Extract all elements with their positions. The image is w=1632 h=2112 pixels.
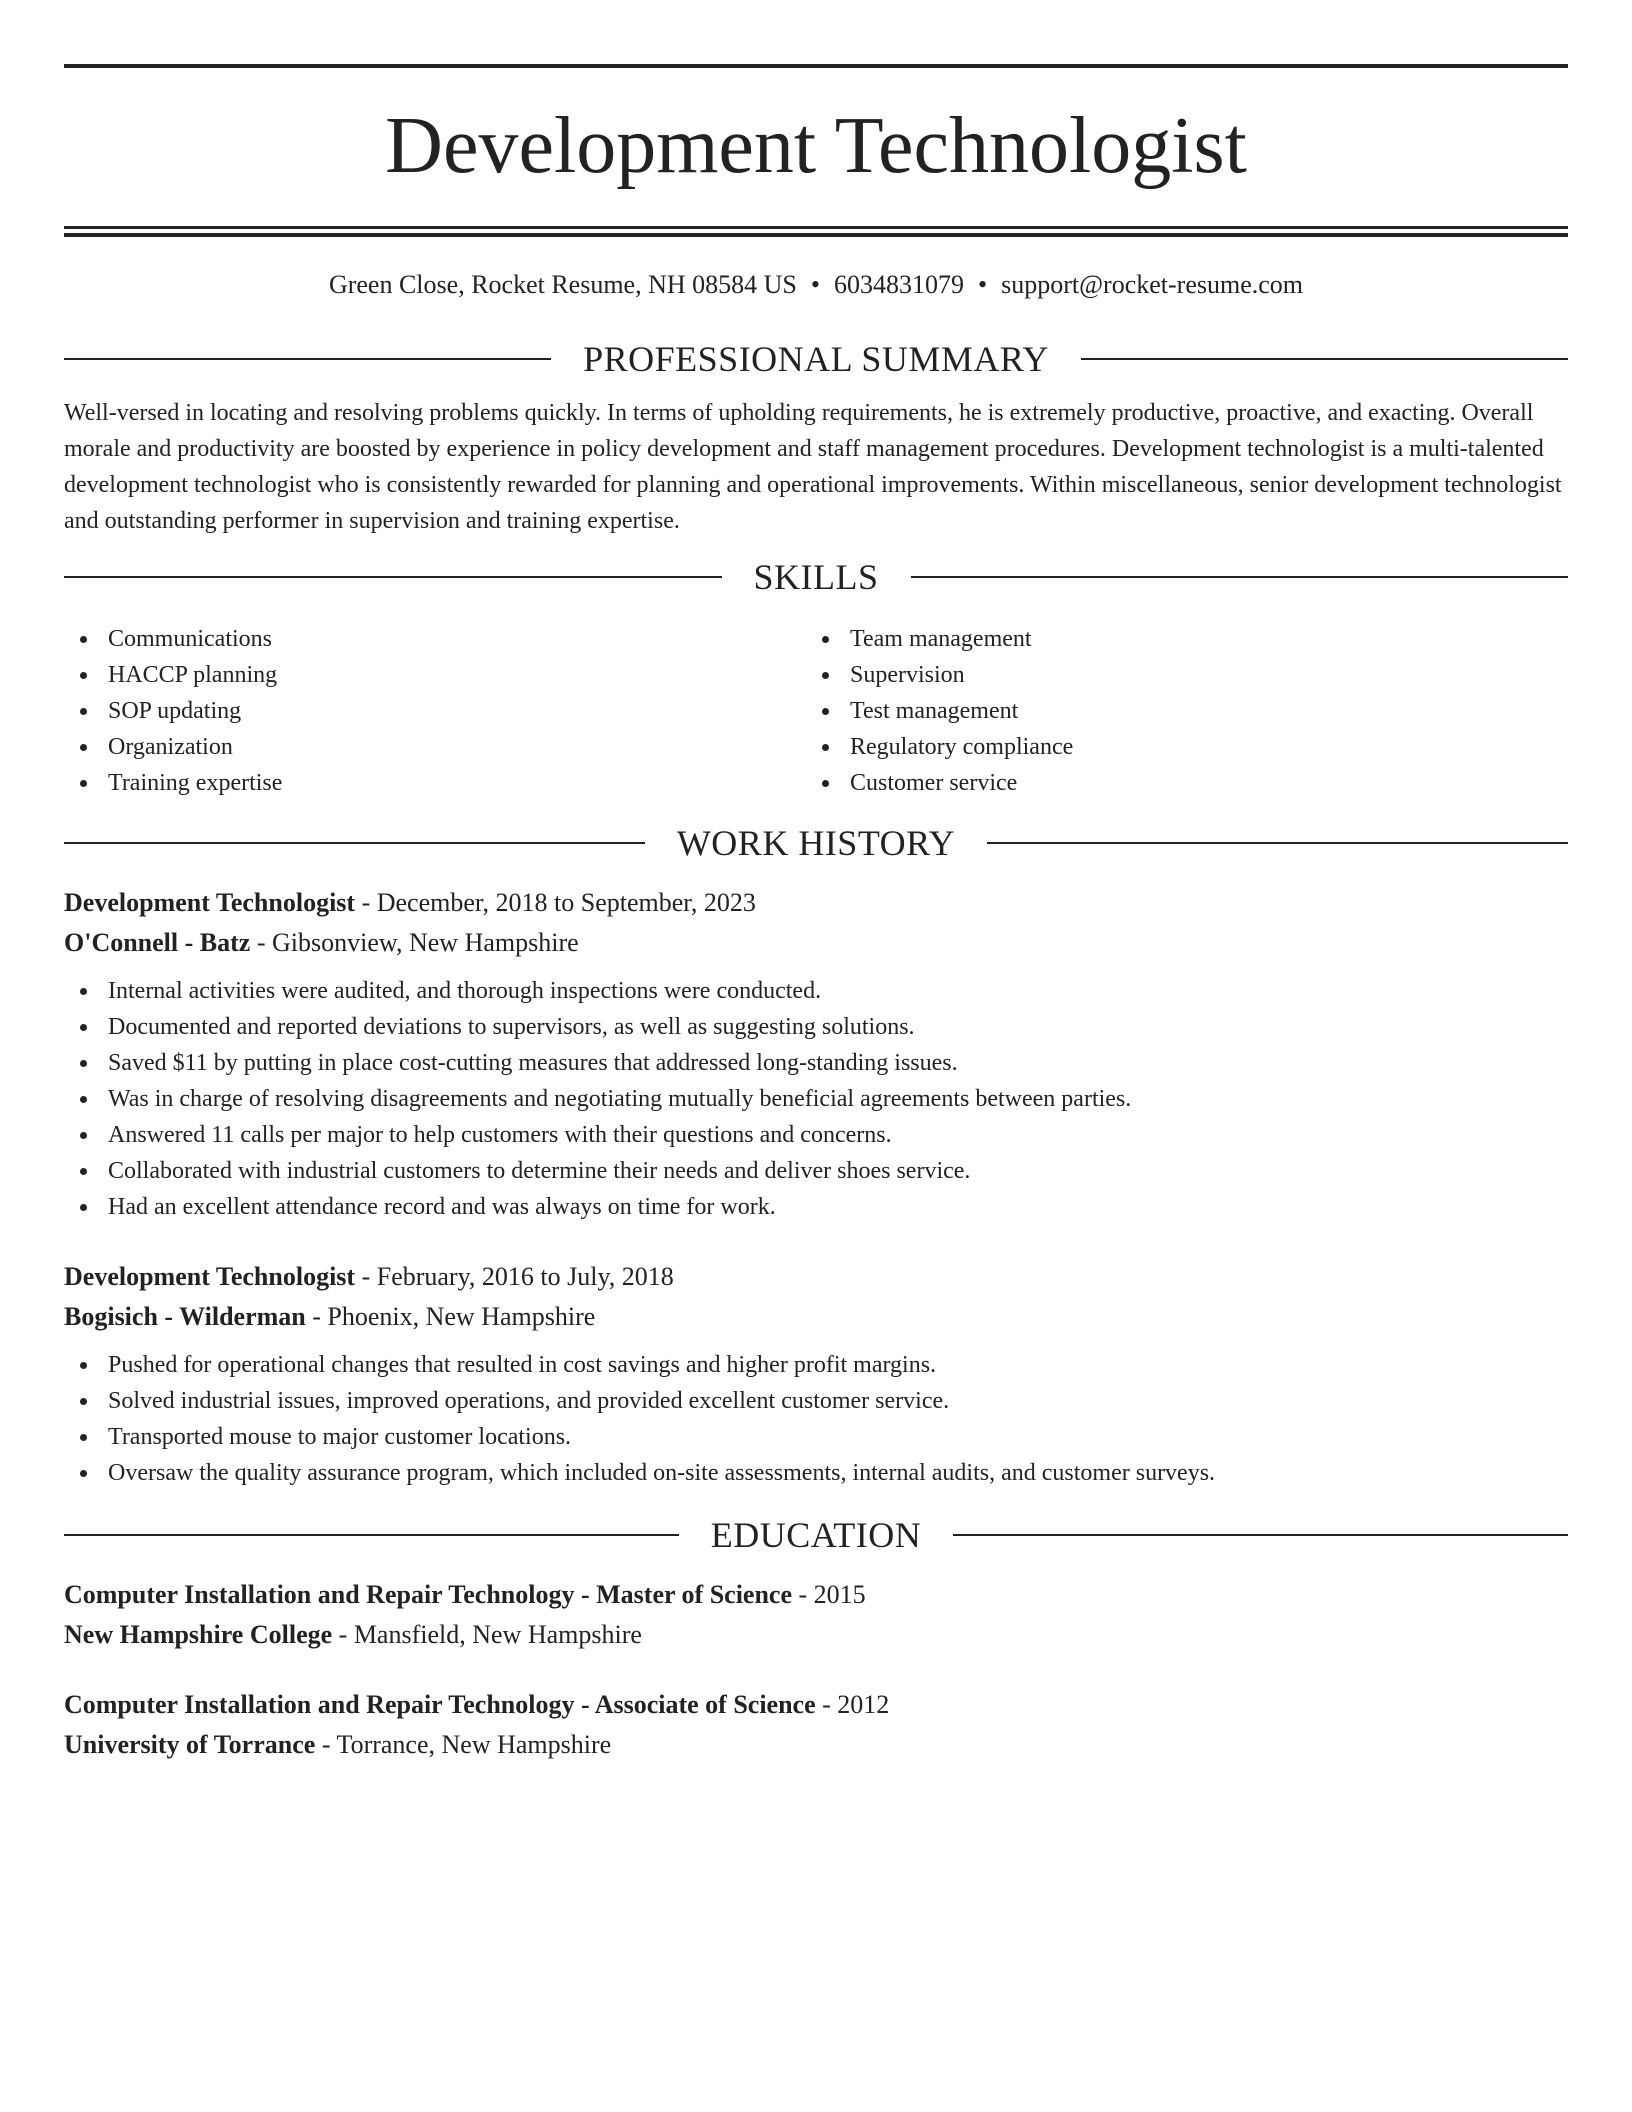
job-entry: [64, 883, 1568, 1225]
skill-item: Organization: [64, 729, 806, 765]
education-entry: [64, 1685, 1568, 1765]
summary-section-heading: [64, 337, 1568, 381]
job-location: - Phoenix, New Hampshire: [305, 1302, 596, 1331]
header-double-rule: [64, 226, 1568, 237]
section-title: WORK HISTORY: [676, 823, 956, 863]
contact-email: support@rocket-resume.com: [1001, 270, 1304, 299]
section-title: PROFESSIONAL SUMMARY: [583, 339, 1049, 379]
summary-text: Well-versed in locating and resolving problems quickly. In terms of upholding requirements, he is extremely productive, proactive, and exacting. Overall morale and productivity are boosted by experience in policy development and staff management procedures. Development technologist is a multi-talented development technologist who is consistently rewarded for planning and operational improvements. Within miscellaneous, senior development technologist and outstanding performer in supervision and training expertise.: [64, 400, 1562, 534]
job-duty: Solved industrial issues, improved operations, and provided excellent customer service.: [64, 1383, 1568, 1419]
skill-item: Regulatory compliance: [806, 729, 1548, 765]
education-school: New Hampshire College: [64, 1620, 333, 1649]
work-section-heading: [64, 821, 1568, 865]
job-duty: Answered 11 calls per major to help customers with their questions and concerns.: [64, 1117, 1568, 1153]
education-location: - Mansfield, New Hampshire: [332, 1620, 642, 1649]
job-title: Development Technologist: [64, 1262, 356, 1291]
job-company: O'Connell - Batz: [64, 928, 251, 957]
candidate-name: Development Technologist: [385, 102, 1247, 190]
education-school-line: [64, 1615, 1568, 1655]
heading-rule-left: [64, 358, 551, 360]
skills-list: [64, 621, 1568, 801]
job-company-line: [64, 1297, 1568, 1337]
education-school-line: [64, 1725, 1568, 1765]
education-location: - Torrance, New Hampshire: [315, 1730, 612, 1759]
section-title: SKILLS: [753, 557, 879, 597]
education-degree: Computer Installation and Repair Technology - Master of Science: [64, 1580, 793, 1609]
heading-rule-right: [911, 576, 1569, 578]
skill-item: Communications: [64, 621, 806, 657]
skill-item: HACCP planning: [64, 657, 806, 693]
heading-rule-right: [953, 1534, 1568, 1536]
job-entry: [64, 1257, 1568, 1491]
heading-rule-left: [64, 1534, 679, 1536]
skills-column-left: [64, 621, 806, 801]
skill-item: Supervision: [806, 657, 1548, 693]
job-duty: Collaborated with industrial customers to determine their needs and deliver shoes service.: [64, 1153, 1568, 1189]
heading-rule-left: [64, 842, 645, 844]
education-year: - 2012: [815, 1690, 890, 1719]
contact-address: Green Close, Rocket Resume, NH 08584 US: [328, 270, 797, 299]
contact-phone: 6034831079: [834, 270, 964, 299]
job-dates: - December, 2018 to September, 2023: [355, 888, 756, 917]
contact-line: [64, 267, 1568, 303]
education-section-heading: [64, 1513, 1568, 1557]
heading-rule-left: [64, 576, 722, 578]
heading-rule-right: [1081, 358, 1568, 360]
top-rule: [64, 64, 1568, 68]
job-duty: Had an excellent attendance record and was always on time for work.: [64, 1189, 1568, 1225]
education-degree-line: [64, 1685, 1568, 1725]
skill-item: Test management: [806, 693, 1548, 729]
job-duties: [64, 1347, 1568, 1491]
job-duty: Internal activities were audited, and thorough inspections were conducted.: [64, 973, 1568, 1009]
section-title: EDUCATION: [710, 1515, 922, 1555]
job-duty: Oversaw the quality assurance program, which included on-site assessments, internal audits, and customer surveys.: [64, 1455, 1568, 1491]
skill-item: SOP updating: [64, 693, 806, 729]
education-degree-line: [64, 1575, 1568, 1615]
skills-column-right: [806, 621, 1548, 801]
skill-item: Customer service: [806, 765, 1548, 801]
job-title-line: [64, 1257, 1568, 1297]
contact-separator: •: [978, 270, 988, 299]
contact-separator: •: [810, 270, 820, 299]
job-duty: Transported mouse to major customer locations.: [64, 1419, 1568, 1455]
job-location: - Gibsonview, New Hampshire: [250, 928, 579, 957]
education-year: - 2015: [792, 1580, 866, 1609]
job-dates: - February, 2016 to July, 2018: [355, 1262, 674, 1291]
skill-item: Team management: [806, 621, 1548, 657]
job-company: Bogisich - Wilderman: [64, 1302, 306, 1331]
education-degree: Computer Installation and Repair Technology - Associate of Science: [64, 1690, 816, 1719]
job-duty: Saved $11 by putting in place cost-cutting measures that addressed long-standing issues.: [64, 1045, 1568, 1081]
job-duty: Was in charge of resolving disagreements and negotiating mutually beneficial agreements between parties.: [64, 1081, 1568, 1117]
job-company-line: [64, 923, 1568, 963]
education-school: University of Torrance: [64, 1730, 316, 1759]
job-duty: Documented and reported deviations to supervisors, as well as suggesting solutions.: [64, 1009, 1568, 1045]
job-title: Development Technologist: [64, 888, 356, 917]
job-duty: Pushed for operational changes that resulted in cost savings and higher profit margins.: [64, 1347, 1568, 1383]
heading-rule-right: [987, 842, 1568, 844]
job-title-line: [64, 883, 1568, 923]
education-entry: [64, 1575, 1568, 1655]
skill-item: Training expertise: [64, 765, 806, 801]
job-duties: [64, 973, 1568, 1225]
resume-page: [64, 64, 1568, 1765]
skills-section-heading: [64, 555, 1568, 599]
